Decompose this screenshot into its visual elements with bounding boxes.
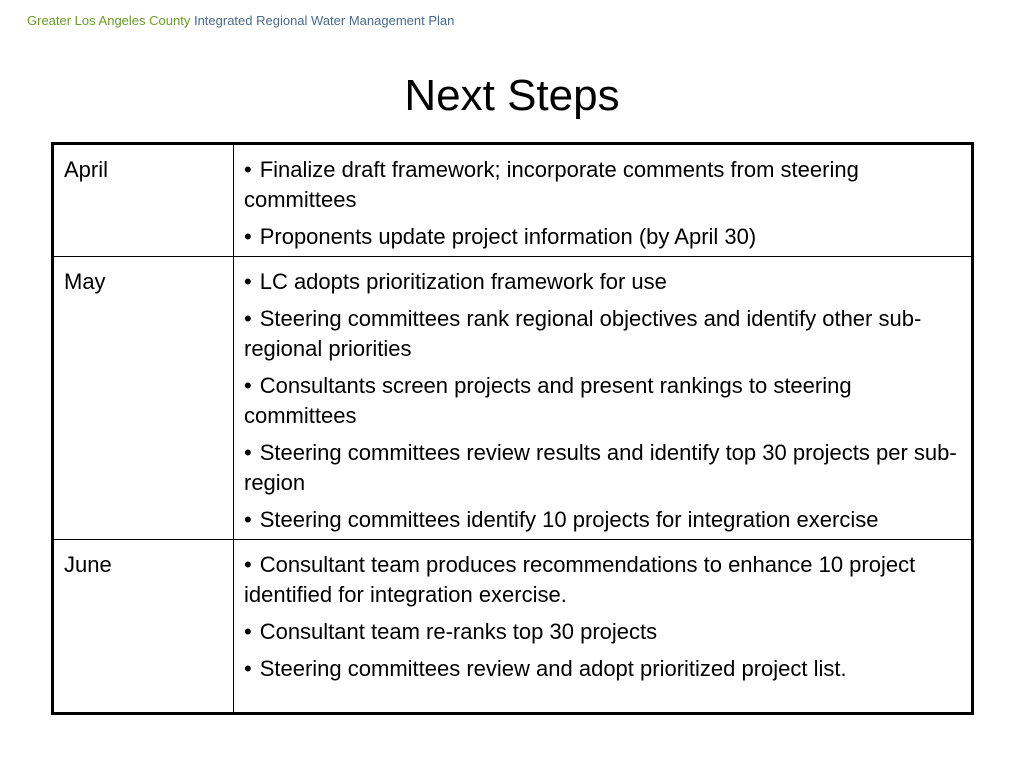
table-row (53, 540, 973, 714)
list-item-text: Proponents update project information (by April 30) (259, 224, 757, 249)
table-row (53, 144, 973, 257)
bullet-icon: • (244, 306, 252, 331)
list-item-text: Steering committees review and adopt prioritized project list. (259, 656, 847, 681)
month-cell: May (53, 257, 234, 540)
bullet-icon: • (244, 269, 252, 294)
bullet-icon: • (244, 440, 252, 465)
list-item (244, 438, 961, 498)
bullet-icon: • (244, 507, 252, 532)
list-item (244, 155, 961, 215)
header-organization: Greater Los Angeles County (27, 13, 191, 28)
table-row (53, 257, 973, 540)
list-item (244, 505, 961, 535)
list-item-text: Consultant team produces recommendations to enhance 10 project identified for integration exercise. (244, 552, 916, 607)
list-item-text: Steering committees review results and identify top 30 projects per sub-region (244, 440, 957, 495)
list-item (244, 304, 961, 364)
list-item (244, 617, 961, 647)
list-item (244, 267, 961, 297)
list-item (244, 550, 961, 610)
month-cell: June (53, 540, 234, 714)
list-item-text: Steering committees identify 10 projects for integration exercise (259, 507, 879, 532)
bullet-icon: • (244, 656, 252, 681)
slide-title: Next Steps (404, 71, 620, 120)
items-cell (234, 257, 973, 540)
bullet-icon: • (244, 224, 252, 249)
list-item-text: Steering committees rank regional objectives and identify other sub-regional priorities (244, 306, 922, 361)
items-cell (234, 144, 973, 257)
next-steps-table (51, 142, 974, 715)
list-item-text: LC adopts prioritization framework for use (259, 269, 667, 294)
header-plan-name: Integrated Regional Water Management Plan (193, 13, 455, 28)
slide-header (27, 13, 454, 28)
month-cell: April (53, 144, 234, 257)
list-item-text: Consultants screen projects and present rankings to steering committees (244, 373, 852, 428)
list-item-text: Finalize draft framework; incorporate comments from steering committees (244, 157, 859, 212)
items-cell (234, 540, 973, 714)
bullet-icon: • (244, 552, 252, 577)
list-item (244, 222, 961, 252)
bullet-icon: • (244, 373, 252, 398)
list-item (244, 654, 961, 684)
bullet-icon: • (244, 157, 252, 182)
bullet-icon: • (244, 619, 252, 644)
list-item (244, 371, 961, 431)
list-item-text: Consultant team re-ranks top 30 projects (259, 619, 658, 644)
